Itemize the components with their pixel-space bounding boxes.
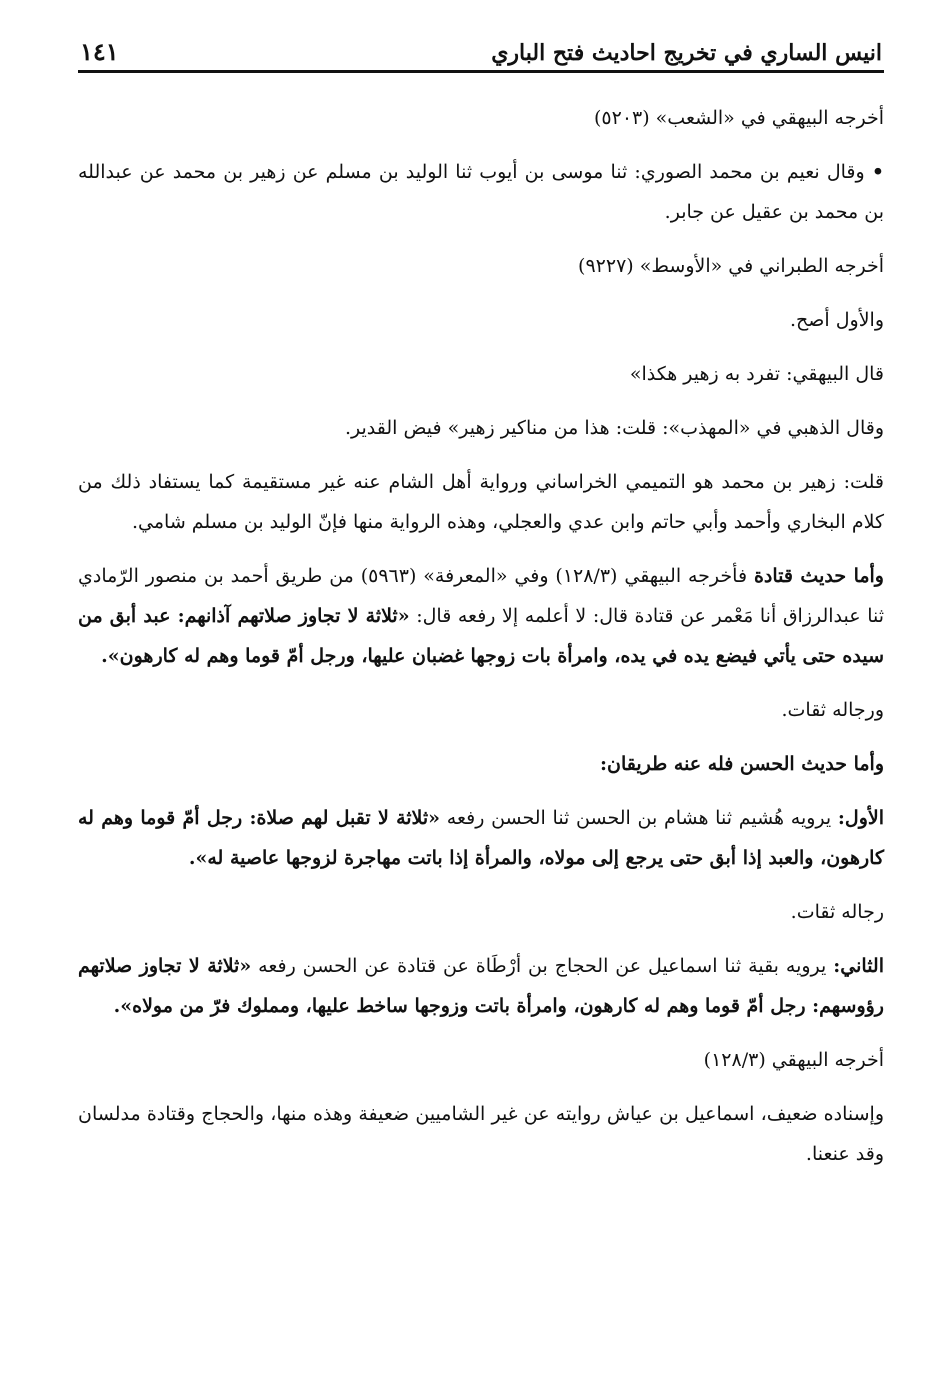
paragraph-8: وأما حديث قتادة فأخرجه البيهقي (١٢٨/٣) وفي «المعرفة» (٥٩٦٣) من طريق أحمد بن منصور الرّمادي ثنا عبدالرزاق أنا مَعْمر عن قتادة قال: لا أعلمه إلا رفعه قال: «ثلاثة لا تجاوز صلاتهم آذانهم: عبد أبق من سيده حتى يأتي فيضع يده في يده، وامرأة بات زوجها غضبان عليها، ورجل أمّ قوما وهم له كارهون». xyxy=(78,565,884,667)
hadith-text: «ثلاثة لا تقبل لهم صلاة: رجل أمّ قوما وهم له كارهون، والعبد إذا أبق حتى يرجع إلى مولاه، والمرأة إذا باتت مهاجرة لزوجها عاصية له». xyxy=(78,807,884,869)
second-route-label: الثاني: xyxy=(833,955,884,977)
paragraph-15: وإسناده ضعيف، اسماعيل بن عياش روايته عن غير الشاميين ضعيفة وهذه منها، والحجاج وقتادة مدلسان وقد عنعنا. xyxy=(78,1103,884,1165)
page-number: ١٤١ xyxy=(80,37,119,66)
section-heading-qatada: وأما حديث قتادة xyxy=(753,565,884,587)
paragraph-7: قلت: زهير بن محمد هو التميمي الخراساني ورواية أهل الشام عنه غير مستقيمة كما يستفاد ذلك من كلام البخاري وأحمد وأبي حاتم وابن عدي والعجلي، وهذه الرواية منها فإنّ الوليد بن مسلم شامي. xyxy=(78,471,884,533)
paragraph-14: أخرجه البيهقي (١٢٨/٣) xyxy=(703,1049,884,1071)
paragraph-5: قال البيهقي: تفرد به زهير هكذا» xyxy=(629,363,884,385)
paragraph-4: والأول أصح. xyxy=(789,309,884,331)
paragraph-2: • وقال نعيم بن محمد الصوري: ثنا موسى بن أيوب ثنا الوليد بن مسلم عن زهير بن محمد عن عبدالله بن محمد بن عقيل عن جابر. xyxy=(78,161,884,223)
paragraph-11: الأول: يرويه هُشيم ثنا هشام بن الحسن ثنا الحسن رفعه «ثلاثة لا تقبل لهم صلاة: رجل أمّ قوما وهم له كارهون، والعبد إذا أبق حتى يرجع إلى مولاه، والمرأة إذا باتت مهاجرة لزوجها عاصية له». xyxy=(78,807,884,869)
hadith-text: «ثلاثة لا تجاوز صلاتهم رؤوسهم: رجل أمّ قوما وهم له كارهون، وامرأة باتت وزوجها ساخط عليها، ومملوك فرّ من مولاه». xyxy=(78,955,884,1017)
page-body xyxy=(78,98,884,1174)
paragraph-13: الثاني: يرويه بقية ثنا اسماعيل عن الحجاج بن أرْطَاة عن قتادة عن الحسن رفعه «ثلاثة لا تجاوز صلاتهم رؤوسهم: رجل أمّ قوما وهم له كارهون، وامرأة باتت وزوجها ساخط عليها، ومملوك فرّ من مولاه». xyxy=(78,955,884,1017)
section-heading-hasan: وأما حديث الحسن فله عنه طريقان: xyxy=(600,753,884,775)
paragraph-1: أخرجه البيهقي في «الشعب» (٥٢٠٣) xyxy=(593,107,884,129)
paragraph-6: وقال الذهبي في «المهذب»: قلت: هذا من مناكير زهير» فيض القدير. xyxy=(344,417,884,439)
paragraph-9: ورجاله ثقات. xyxy=(781,699,884,721)
paragraph-10 xyxy=(78,744,884,784)
page-header xyxy=(78,28,884,72)
paragraph-3: أخرجه الطبراني في «الأوسط» (٩٢٢٧) xyxy=(578,255,884,277)
running-title: انيس الساري في تخريج احاديث فتح الباري xyxy=(491,40,882,66)
hadith-text: «ثلاثة لا تجاوز صلاتهم آذانهم: عبد أبق من سيده حتى يأتي فيضع يده في يده، وامرأة بات زوجها غضبان عليها، ورجل أمّ قوما وهم له كارهون». xyxy=(78,605,884,667)
first-route-label: الأول: xyxy=(837,807,884,829)
paragraph-12: رجاله ثقات. xyxy=(790,901,884,923)
bullet-marker: • xyxy=(871,161,884,183)
book-page xyxy=(78,28,884,1188)
